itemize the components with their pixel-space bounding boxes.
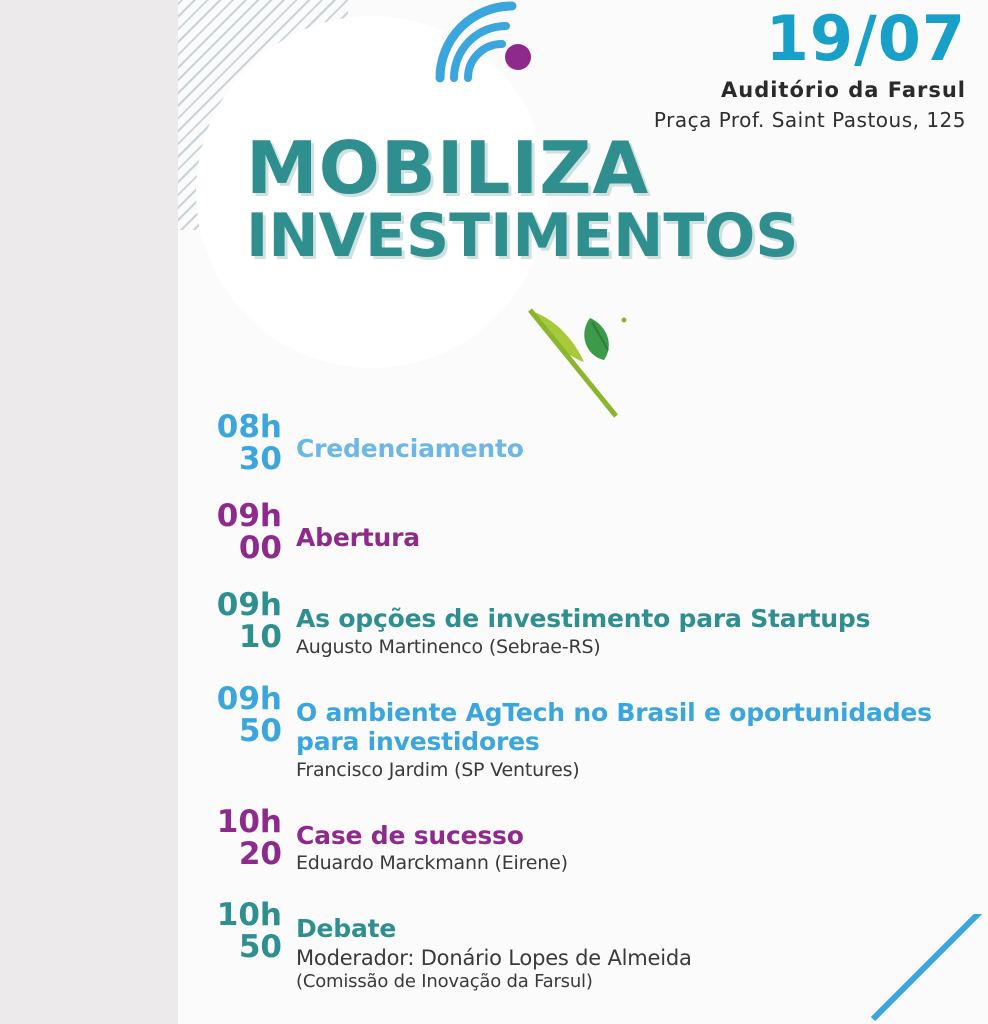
schedule-note: (Comissão de Inovação da Farsul): [296, 970, 593, 992]
schedule-title: As opções de investimento para Startups: [296, 604, 871, 634]
schedule-hour: 10h: [216, 803, 282, 840]
schedule-body: [296, 590, 980, 658]
schedule-title: Case de sucesso: [296, 820, 524, 850]
schedule-item: [190, 498, 980, 566]
schedule-title: Debate: [296, 914, 397, 944]
leaf-sprout-icon: [520, 298, 650, 428]
schedule-item: [190, 587, 980, 658]
schedule-minute: 50: [238, 929, 282, 966]
schedule-body: [296, 501, 980, 553]
schedule-item: [190, 897, 980, 992]
corner-line-decoration: [868, 914, 988, 1024]
schedule-time: [190, 498, 296, 566]
schedule-time: [190, 587, 296, 656]
title-line-2: INVESTIMENTOS: [246, 201, 799, 272]
schedule-hour: 08h: [216, 409, 282, 445]
schedule-minute: 00: [238, 529, 282, 566]
schedule-title: Abertura: [296, 523, 420, 553]
schedule-hour: 09h: [216, 587, 282, 624]
schedule-time: [190, 409, 296, 477]
schedule-item: [190, 680, 980, 781]
schedule-title: O ambiente AgTech no Brasil e oportunidades para investidores: [296, 697, 932, 757]
event-date-block: [653, 2, 966, 132]
event-address: Praça Prof. Saint Pastous, 125: [653, 108, 966, 132]
schedule-speaker: Augusto Martinenco (Sebrae-RS): [296, 635, 601, 658]
schedule-title: Credenciamento: [296, 434, 524, 463]
schedule-time: [190, 897, 296, 966]
schedule-hour: 09h: [216, 680, 282, 717]
event-date: 19/07: [765, 2, 966, 75]
title-line-1: MOBILIZA: [246, 126, 650, 210]
schedule-speaker: Moderador: Donário Lopes de Almeida: [296, 945, 692, 970]
poster-title: [246, 126, 799, 272]
schedule-hour: 10h: [216, 897, 282, 934]
schedule-body: [296, 807, 980, 875]
schedule-hour: 09h: [216, 498, 282, 535]
schedule-list: [190, 409, 980, 1018]
left-gray-strip: [0, 0, 178, 1024]
schedule-minute: 20: [238, 835, 282, 872]
purple-dot-icon: [505, 44, 531, 70]
schedule-time: [190, 680, 296, 749]
schedule-speaker: Francisco Jardim (SP Ventures): [296, 758, 580, 781]
schedule-body: [296, 684, 980, 781]
schedule-body: [296, 412, 980, 464]
schedule-time: [190, 803, 296, 872]
schedule-item: [190, 409, 980, 477]
schedule-minute: 10: [238, 619, 282, 656]
schedule-minute: 50: [238, 712, 282, 749]
schedule-item: [190, 803, 980, 875]
event-venue: Auditório da Farsul: [721, 78, 966, 102]
schedule-minute: 30: [238, 440, 282, 477]
schedule-speaker: Eduardo Marckmann (Eirene): [296, 852, 568, 875]
wifi-arcs-icon: [420, 0, 550, 88]
